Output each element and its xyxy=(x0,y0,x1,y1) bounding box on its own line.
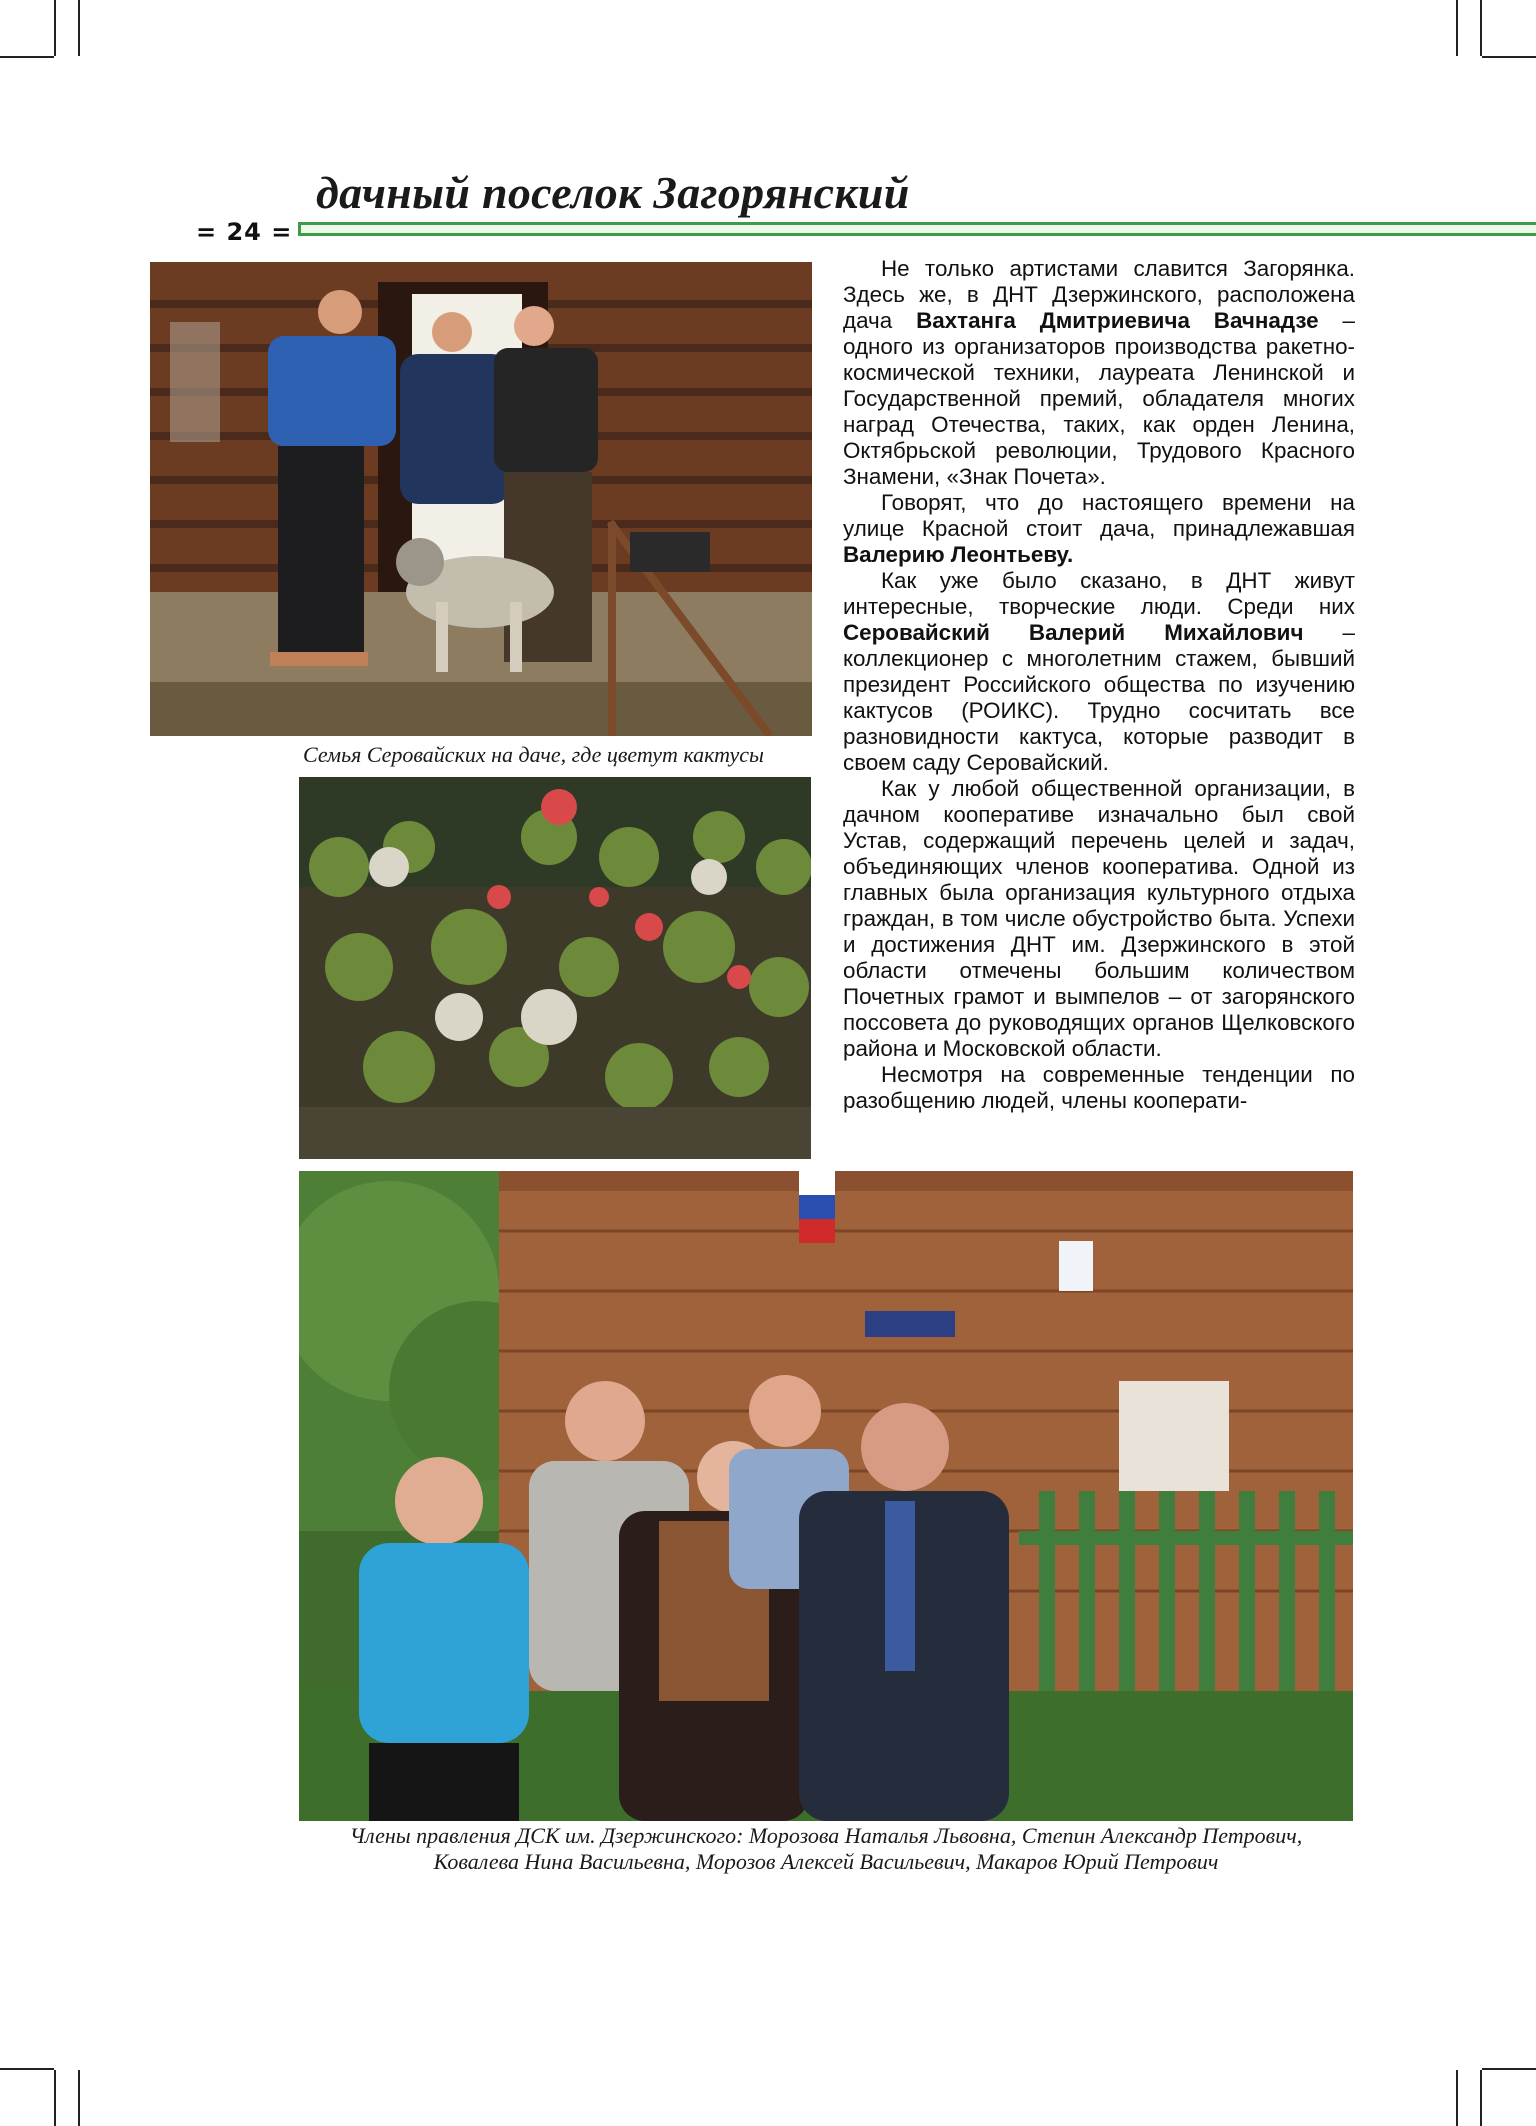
person-name: Вахтанга Дмитриевича Вачнадзе xyxy=(916,308,1319,333)
crop-mark xyxy=(1480,2070,1482,2126)
text-run: Говорят, что до настоящего времени на улице Красной стоит дача, принадлежавшая xyxy=(843,490,1355,541)
crop-mark xyxy=(1456,0,1458,56)
family-photo xyxy=(150,262,812,736)
board-photo-caption-line1: Члены правления ДСК им. Дзержинского: Морозова Наталья Львовна, Степин Александр Петрович, xyxy=(349,1823,1303,1848)
person-name: Серовайский Валерий Михайлович xyxy=(843,620,1304,645)
crop-mark xyxy=(1482,56,1536,58)
text-run: Не только артистами славится Загорянка. Здесь же, в ДНТ Дзержинского, расположена дача xyxy=(843,256,1355,333)
crop-mark xyxy=(0,56,54,58)
page-number: = 24 = xyxy=(196,218,293,246)
cacti-photo xyxy=(299,777,811,1159)
text-run: – коллекционер с многолетним стажем, бывший президент Российского общества по изучению кактусов (РОИКС). Трудно сосчитать все разновидности кактуса, которые разводит в своем саду Серовайский. xyxy=(843,620,1355,775)
article-paragraph xyxy=(843,568,1355,776)
article-paragraph: Как у любой общественной организации, в дачном кооперативе изначально был свой Устав, содержащий перечень целей и задач, объединяющих членов кооператива. Одной из главных была организация культурного отдыха граждан, в том числе обустройство быта. Успехи и достижения ДНТ им. Дзержинского в этой области отмечены большим количеством Почетных грамот и вымпелов – от загорянского поссовета до руководящих органов Щелковского района и Московской области. xyxy=(843,776,1355,1061)
section-title: дачный поселок Загорянский xyxy=(316,167,910,218)
crop-mark xyxy=(0,2068,54,2070)
person-name: Валерию Леонтьеву. xyxy=(843,542,1074,567)
crop-mark xyxy=(54,0,56,56)
crop-mark xyxy=(1482,2068,1536,2070)
crop-mark xyxy=(54,2070,56,2126)
crop-mark xyxy=(1480,0,1482,56)
crop-mark xyxy=(1456,2070,1458,2126)
article-body xyxy=(843,256,1355,1114)
header-rule xyxy=(298,222,1536,236)
board-photo-caption-line2: Ковалева Нина Васильевна, Морозов Алексей Васильевич, Макаров Юрий Петрович xyxy=(433,1849,1219,1874)
text-run: Как уже было сказано, в ДНТ живут интересные, творческие люди. Среди них xyxy=(843,568,1355,619)
article-paragraph xyxy=(843,256,1355,490)
article-paragraph: Несмотря на современные тенденции по разобщению людей, члены кооперати- xyxy=(843,1062,1355,1113)
article-paragraph xyxy=(843,490,1355,568)
board-members-photo xyxy=(299,1171,1353,1821)
family-photo-caption: Семья Серовайских на даче, где цветут кактусы xyxy=(303,742,764,767)
text-run: – одного из организаторов производства ракетно-космической техники, лауреата Ленинской и Государственной премий, обладателя многих наград Отечества, таких, как орден Ленина, Октябрьской революции, Трудового Красного Знамени, «Знак Почета». xyxy=(843,308,1355,489)
crop-mark xyxy=(78,2070,80,2126)
crop-mark xyxy=(78,0,80,56)
